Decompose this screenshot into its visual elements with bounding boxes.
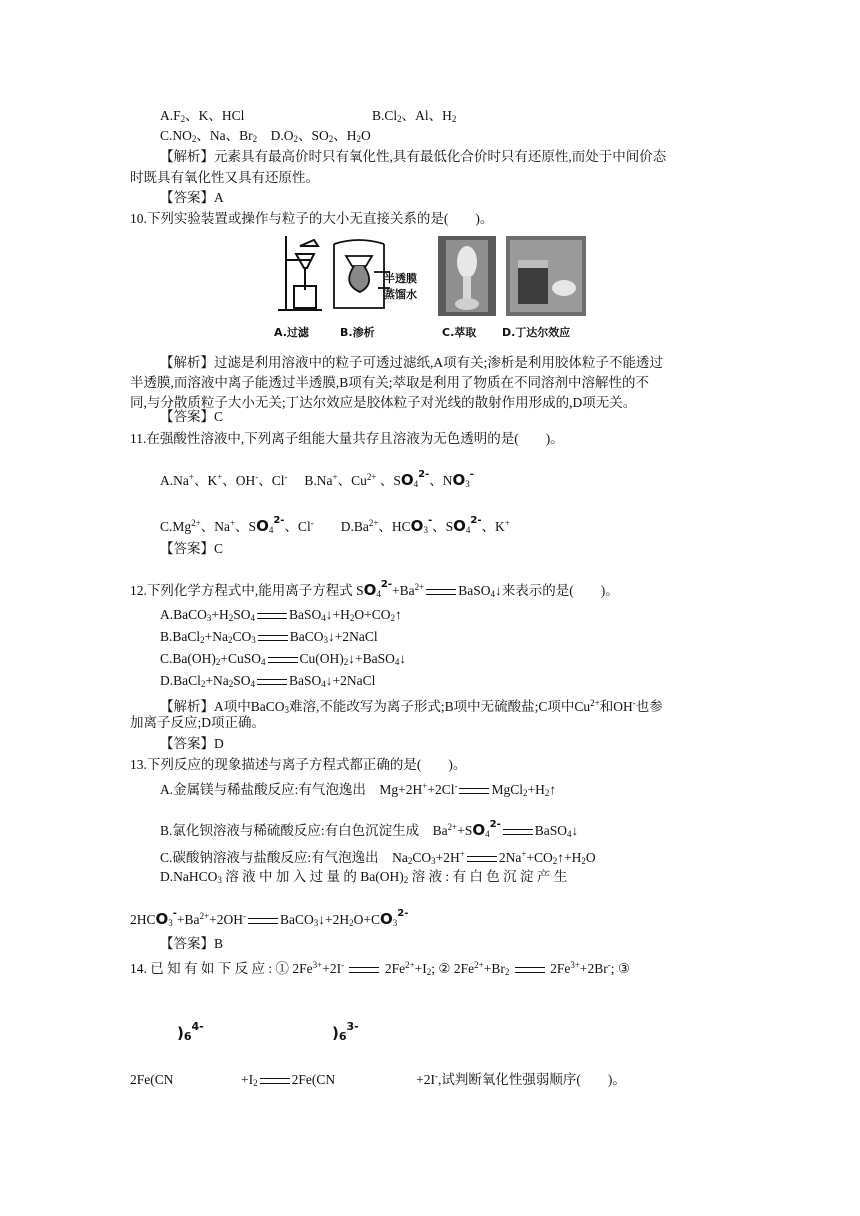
q9-explanation-2: 时既具有氧化性又具有还原性。 [130,170,319,185]
q10-answer: 【答案】C [160,409,224,424]
q11-options-ab: A.Na+、K+、OH-、Cl- B.Na+、$Cu^{2+}$ 、$SO_4^{2-}$、$NO_3^-$ [160,469,474,489]
q9-option-c: $C.NO_2$、Na、$Br_2$ $D.O_2$、$SO_2$、$H_2O$ [160,128,371,144]
q12-option-b: $B.BaCl_2+Na_2CO_3$ BaCO$_3$↓+2NaCl [160,629,378,645]
q11-answer: 【答案】C [160,541,224,556]
q12-stem: 12.下列化学方程式中,能用离子方程式 $SO_4^{2-}+Ba^{2+}$ BaSO$_4$↓来表示的是( )。 [130,579,619,599]
figure-caption-d: D.丁达尔效应 [502,326,571,339]
q12-answer: 【答案】D [160,736,224,751]
distilled-water-label: 蒸馏水 [384,288,417,301]
q13-answer: 【答案】B [160,936,224,951]
q14-complex-charge-1: )$_6^{4-}$ [177,1020,204,1043]
q14-complex-charge-2: )$_6^{3-}$ [332,1020,359,1043]
q11-options-cd: $C.Mg^{2+}$、Na+、$SO_4^{2-}$、Cl- $D.Ba^{2+}$、$HCO_3^-$、$SO_4^{2-}$、K+ [160,515,510,535]
q13-option-d-line2: $2HCO_3^-+Ba^{2+}+2OH^-$ $BaCO_3↓+2H_2O+CO_3^{2-}$ [130,908,409,928]
q12-option-d: $D.BaCl_2+Na_2SO_4$ BaSO$_4$↓+2NaCl [160,673,376,689]
q13-option-b: B.氯化钡溶液与稀硫酸反应:有白色沉淀生成 $Ba^{2+}+SO_4^{2-}$ BaSO$_4$↓ [160,819,579,839]
q10-explanation-2: 半透膜,而溶液中离子能透过半透膜,B项有关;萃取是利用了物质在不同溶剂中溶解性的不 [130,375,650,390]
q13-option-d-line1: D.NaHCO$_3$ 溶 液 中 加 入 过 量 的 $Ba(OH)_2$ 溶 液 : 有 白 色 沉 淀 产 生 [160,869,568,885]
q13-option-a: A.金属镁与稀盐酸反应:有气泡逸出 Mg+2H++2Cl- $MgCl_2+H_2↑$ [160,781,557,798]
q14-equation: 2Fe(CN $+I_2$ 2Fe(CN +2I-,试判断氧化性强弱顺序( )。 [130,1071,626,1088]
q10-figure [274,232,586,344]
q12-option-a: $A.BaCO_3+H_2SO_4$ $BaSO_4↓+H_2O+CO_2↑$ [160,607,402,623]
figure-caption-a: A.过滤 [274,326,309,339]
q10-stem: 10.下列实验装置或操作与粒子的大小无直接关系的是( )。 [130,211,494,226]
q9-answer: 【答案】A [160,190,224,205]
q10-explanation-3: 同,与分散质粒子大小无关;丁达尔效应是胶体粒子对光线的散射作用形成的,D项无关。 [130,395,637,410]
q13-stem: 13.下列反应的现象描述与离子方程式都正确的是( )。 [130,757,467,772]
q12-explanation-1: 【解析】A项中BaCO$_3$难溶,不能改写为离子形式;B项中无硫酸盐;C项中$Cu^{2+}$和OH-也参 [160,698,663,715]
q9-option-a: $A.F_2$、K、HCl [160,108,245,124]
figure-caption-c: C.萃取 [442,326,477,339]
q9-explanation-1: 【解析】元素具有最高价时只有氧化性,具有最低化合价时只有还原性,而处于中间价态 [160,149,667,164]
q13-option-c: C.碳酸钠溶液与盐酸反应:有气泡逸出 $Na_2CO_3+2H^+$ $2Na^++CO_2↑+H_2O$ [160,849,596,866]
q12-explanation-2: 加离子反应;D项正确。 [130,715,265,730]
q9-option-b: $B.Cl_2$、Al、$H_2$ [372,108,457,124]
q12-option-c: $C.Ba(OH)_2+CuSO_4$ $Cu(OH)_2↓+BaSO_4↓$ [160,651,407,667]
membrane-label: 半透膜 [384,272,417,285]
q11-stem: 11.在强酸性溶液中,下列离子组能大量共存且溶液为无色透明的是( )。 [130,431,564,446]
q10-explanation-1: 【解析】过滤是利用溶液中的粒子可透过滤纸,A项有关;渗析是利用胶体粒子不能透过 [160,355,663,370]
q14-stem: 14. 已 知 有 如 下 反 应 : ① $2Fe^{3+}+2I^-$ $2Fe^{2+}+I_2$; ② $2Fe^{2+}+Br_2$ $2Fe^{3+}+2Br^-$; ③ [130,960,631,977]
figure-caption-b: B.渗析 [340,326,375,339]
